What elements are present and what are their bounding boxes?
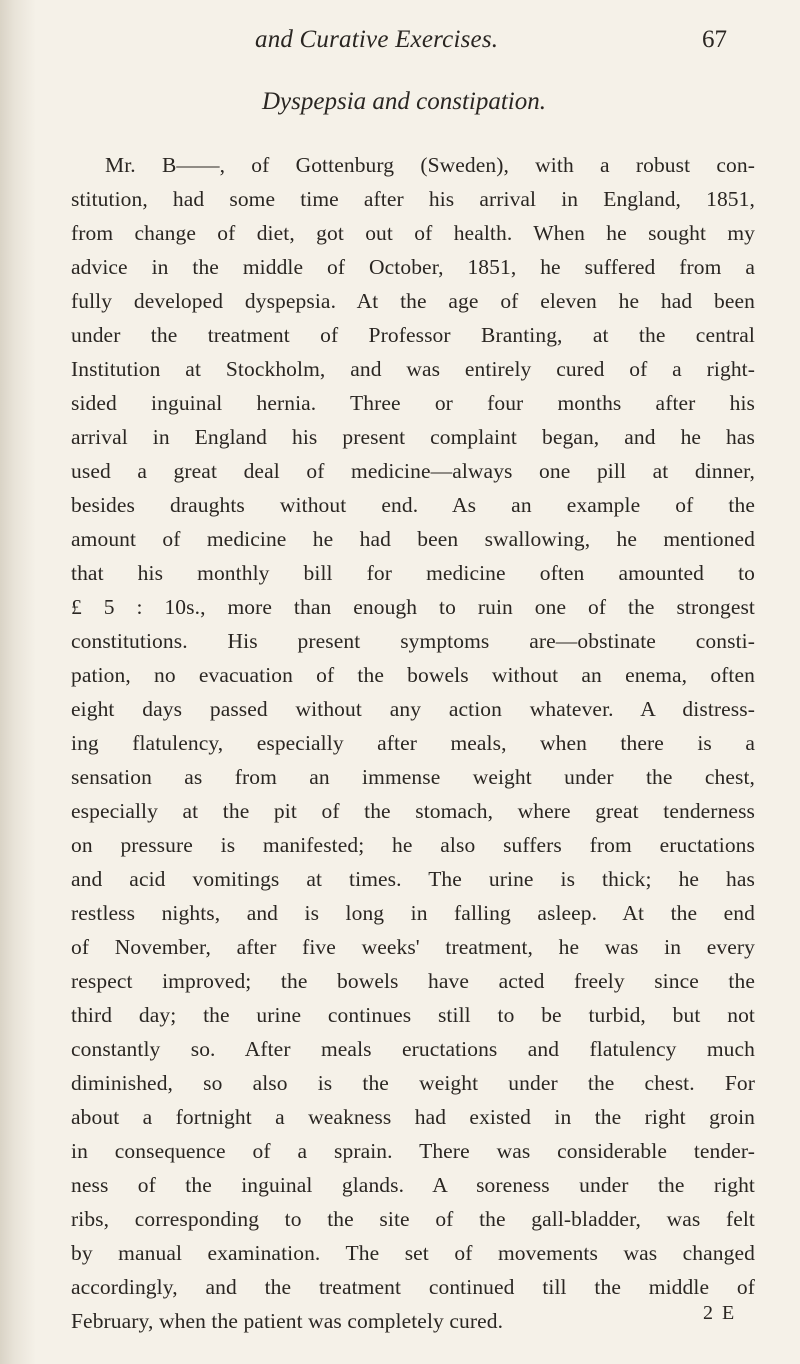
text-line: of November, after five weeks' treatment, he was in every — [71, 935, 755, 959]
text-line: from change of diet, got out of health. When he sought my — [71, 221, 755, 245]
text-line: Institution at Stockholm, and was entirely cured of a right- — [71, 357, 755, 381]
text-line: pation, no evacuation of the bowels without an enema, often — [71, 663, 755, 687]
text-line: accordingly, and the treatment continued till the middle of — [71, 1275, 755, 1299]
text-line: £ 5 : 10s., more than enough to ruin one of the strongest — [71, 595, 755, 619]
text-line: ribs, corresponding to the site of the gall-bladder, was felt — [71, 1207, 755, 1231]
text-line: diminished, so also is the weight under the chest. For — [71, 1071, 755, 1095]
text-line: besides draughts without end. As an example of the — [71, 493, 755, 517]
text-line: and acid vomitings at times. The urine is thick; he has — [71, 867, 755, 891]
text-line: arrival in England his present complaint began, and he has — [71, 425, 755, 449]
text-line: respect improved; the bowels have acted freely since the — [71, 969, 755, 993]
running-head — [0, 20, 800, 60]
section-title: Dyspepsia and constipation. — [261, 88, 546, 115]
text-line: ing flatulency, especially after meals, when there is a — [71, 731, 755, 755]
signature-mark: 2 E — [703, 1302, 737, 1324]
text-line: especially at the pit of the stomach, where great tenderness — [71, 799, 755, 823]
running-title: and Curative Exercises. — [255, 26, 499, 53]
page-number: 67 — [702, 26, 727, 53]
text-line: advice in the middle of October, 1851, he suffered from a — [71, 255, 755, 279]
text-line: that his monthly bill for medicine often amounted to — [71, 561, 755, 585]
text-line: by manual examination. The set of movements was changed — [71, 1241, 755, 1265]
text-line: in consequence of a sprain. There was considerable tender- — [71, 1139, 755, 1163]
text-line: sensation as from an immense weight under the chest, — [71, 765, 755, 789]
text-line: ness of the inguinal glands. A soreness under the right — [71, 1173, 755, 1197]
text-line: restless nights, and is long in falling asleep. At the end — [71, 901, 755, 925]
text-line: fully developed dyspepsia. At the age of eleven he had been — [71, 289, 755, 313]
text-line: sided inguinal hernia. Three or four months after his — [71, 391, 755, 415]
text-line: on pressure is manifested; he also suffers from eructations — [71, 833, 755, 857]
text-line: used a great deal of medicine—always one pill at dinner, — [71, 459, 755, 483]
text-line: under the treatment of Professor Branting, at the central — [71, 323, 755, 347]
text-line: amount of medicine he had been swallowing, he mentioned — [71, 527, 755, 551]
text-line: about a fortnight a weakness had existed in the right groin — [71, 1105, 755, 1129]
text-line: stitution, had some time after his arrival in England, 1851, — [71, 187, 755, 211]
text-line: Mr. B——, of Gottenburg (Sweden), with a robust con- — [105, 153, 755, 177]
text-line: constitutions. His present symptoms are—obstinate consti- — [71, 629, 755, 653]
text-line: third day; the urine continues still to be turbid, but not — [71, 1003, 755, 1027]
text-line: constantly so. After meals eructations and flatulency much — [71, 1037, 755, 1061]
body-paragraph — [71, 148, 755, 1338]
page-edge-shadow — [0, 0, 36, 1364]
text-line: February, when the patient was completely cured. — [71, 1309, 504, 1333]
text-line: eight days passed without any action whatever. A distress- — [71, 697, 755, 721]
